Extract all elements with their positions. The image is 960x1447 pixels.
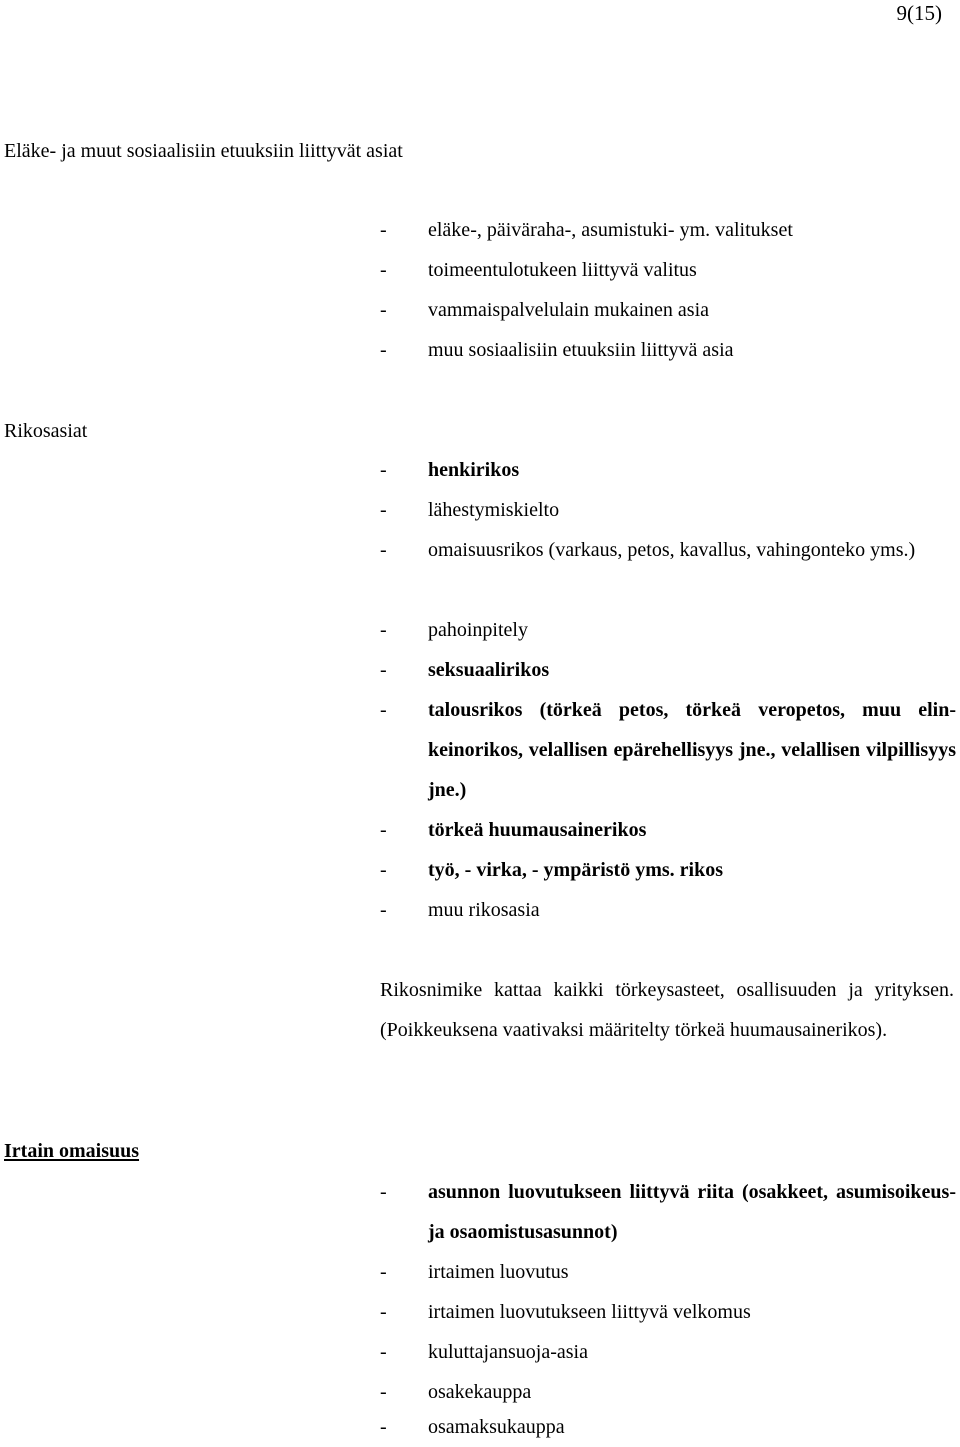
list-dash: - xyxy=(380,539,387,561)
list-item-text: omaisuusrikos (varkaus, petos, kavallus, vahingonteko yms.) xyxy=(428,539,916,561)
list-item-text: seksuaalirikos xyxy=(428,659,550,681)
list-item-text: talousrikos (törkeä petos, törkeä veropetos, muu elinkeinorikos, velallisen epärehellisyys jne., velallisen vilpillisyys jne.) xyxy=(428,699,956,801)
list-dash: - xyxy=(380,1261,387,1283)
list-item xyxy=(380,810,956,850)
section-heading-movable-property: Irtain omaisuus xyxy=(4,1140,140,1162)
list-dash: - xyxy=(380,1381,387,1403)
list-item-text: muu rikosasia xyxy=(428,899,540,921)
list-item xyxy=(380,1332,956,1372)
list-dash: - xyxy=(380,219,387,241)
list-item xyxy=(380,530,956,570)
list-item xyxy=(380,210,956,250)
page-number: 9(15) xyxy=(896,1,942,25)
list-item xyxy=(380,1252,956,1292)
list-item xyxy=(380,330,956,370)
section-heading-social-benefits: Eläke- ja muut sosiaalisiin etuuksiin liittyvät asiat xyxy=(4,140,403,162)
list-dash: - xyxy=(380,1181,387,1203)
list-item xyxy=(380,1407,956,1447)
list-item-text: vammaispalvelulain mukainen asia xyxy=(428,299,710,321)
list-dash: - xyxy=(380,1416,387,1438)
list-item-text: irtaimen luovutus xyxy=(428,1261,569,1283)
list-item-text: eläke-, päiväraha-, asumistuki- ym. valitukset xyxy=(428,219,793,241)
criminal-cases-note: Rikosnimike kattaa kaikki törkeysasteet, osallisuuden ja yrityksen. (Poikkeuksena vaativaksi määritelty törkeä huumausainerikos). xyxy=(380,979,954,1041)
list-item-text: irtaimen luovutukseen liittyvä velkomus xyxy=(428,1301,751,1323)
list-dash: - xyxy=(380,619,387,641)
list-dash: - xyxy=(380,819,387,841)
list-item-text: kuluttajansuoja-asia xyxy=(428,1341,588,1363)
list-item xyxy=(380,650,956,690)
list-item-text: lähestymiskielto xyxy=(428,499,560,521)
list-item xyxy=(380,250,956,290)
list-dash: - xyxy=(380,899,387,921)
list-item xyxy=(380,1372,956,1412)
list-item-text: muu sosiaalisiin etuuksiin liittyvä asia xyxy=(428,339,734,361)
list-dash: - xyxy=(380,659,387,681)
list-dash: - xyxy=(380,1341,387,1363)
list-item-text: henkirikos xyxy=(428,459,520,481)
list-item xyxy=(380,490,956,530)
list-item xyxy=(380,1292,956,1332)
list-dash: - xyxy=(380,1301,387,1323)
list-item-text: osamaksukauppa xyxy=(428,1416,565,1438)
list-item-text: pahoinpitely xyxy=(428,619,528,641)
list-item xyxy=(380,290,956,330)
list-dash: - xyxy=(380,499,387,521)
list-item xyxy=(380,850,956,890)
list-dash: - xyxy=(380,299,387,321)
list-item xyxy=(380,1172,956,1252)
list-dash: - xyxy=(380,339,387,361)
list-item xyxy=(380,610,956,650)
list-dash: - xyxy=(380,459,387,481)
list-dash: - xyxy=(380,699,387,721)
list-item-text: työ, - virka, - ympäristö yms. rikos xyxy=(428,859,723,881)
section-heading-criminal-cases: Rikosasiat xyxy=(4,420,88,442)
list-item xyxy=(380,690,956,810)
list-item-text: osakekauppa xyxy=(428,1381,532,1403)
list-item-text: törkeä huumausainerikos xyxy=(428,819,647,841)
list-item-text: toimeentulotukeen liittyvä valitus xyxy=(428,259,697,281)
list-dash: - xyxy=(380,859,387,881)
list-dash: - xyxy=(380,259,387,281)
list-item xyxy=(380,450,956,490)
list-item-text: asunnon luovutukseen liittyvä riita (osakkeet, asumisoikeus- ja osaomistusasunnot) xyxy=(428,1181,956,1243)
list-item xyxy=(380,890,956,930)
